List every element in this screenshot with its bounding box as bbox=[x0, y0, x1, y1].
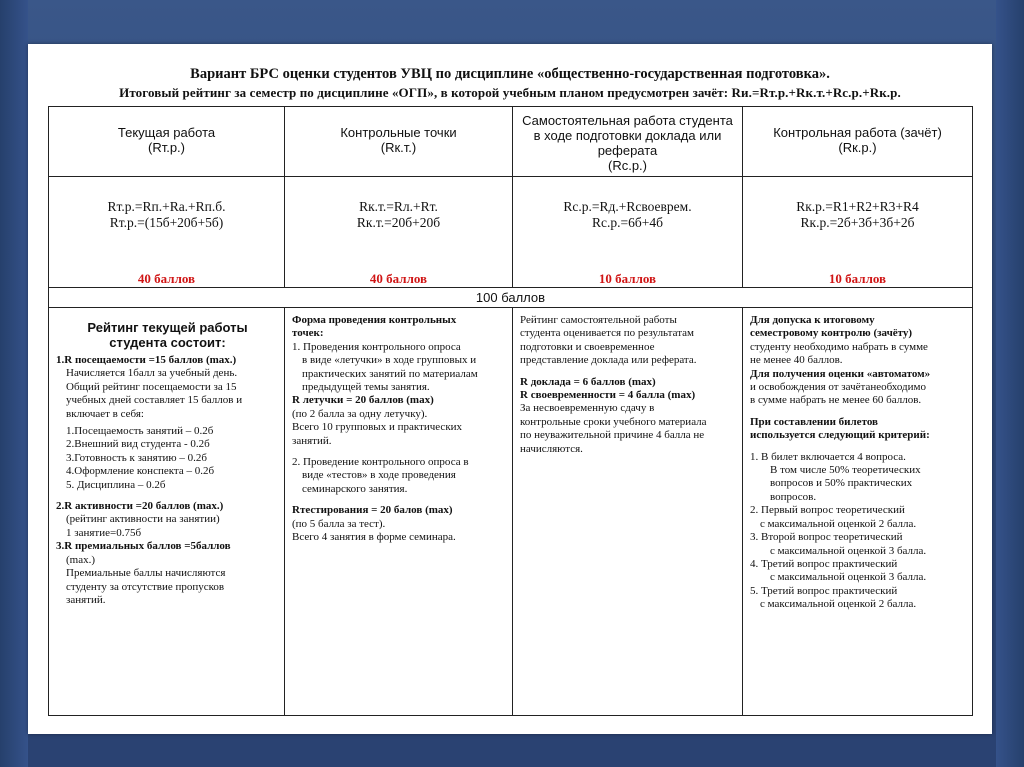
document-subtitle: Итоговый рейтинг за семестр по дисциплине «ОГП», в которой учебным планом предусмотрен зачёт: Rи.=Rт.р.+Rк.т.+Rс.р.+Rк.р. bbox=[119, 85, 901, 100]
text-line: представление доклада или реферата. bbox=[520, 354, 697, 367]
list-item: 1.Посещаемость занятий – 0.2б bbox=[66, 425, 214, 438]
text-line: 1. Проведения контрольного опроса bbox=[292, 340, 461, 353]
text-line: семинарского занятия. bbox=[302, 482, 408, 495]
text-line: 2. Проведение контрольного опроса в bbox=[292, 456, 469, 469]
list-item: 3. Второй вопрос теоретический bbox=[750, 531, 903, 544]
formula-line: Rк.р.=2б+3б+3б+2б bbox=[800, 215, 915, 230]
formula-line: Rк.р.=R1+R2+R3+R4 bbox=[796, 199, 919, 214]
formula-line: Rс.р.=6б+4б bbox=[592, 215, 663, 230]
rule-report: R доклада = 6 баллов (max) bbox=[520, 375, 656, 388]
section-title-line: Рейтинг текущей работы bbox=[87, 320, 248, 335]
text-line: студенту за отсутствие пропусков bbox=[66, 580, 225, 593]
rule-attendance: 1.R посещаемости =15 баллов (max.) bbox=[56, 354, 237, 366]
text-line: (по 2 балла за одну летучку). bbox=[292, 407, 428, 420]
text-line: включает в себя: bbox=[66, 407, 144, 420]
rule-admission: Для допуска к итоговому bbox=[750, 314, 875, 326]
text-line: Всего 4 занятия в форме семинара. bbox=[292, 531, 456, 544]
header-title: Контрольная работа (зачёт) bbox=[773, 125, 942, 140]
text-line: виде «тестов» в ходе проведения bbox=[302, 469, 456, 482]
text-line: Всего 10 групповых и практических bbox=[292, 421, 463, 434]
slide-background-right bbox=[996, 0, 1024, 767]
text-line: в виде «летучки» в ходе групповых и bbox=[302, 354, 477, 367]
text-line: в сумме набрать не менее 60 баллов. bbox=[750, 394, 922, 407]
text-line: вопросов. bbox=[770, 490, 817, 503]
text-line: Начисляется 1балл за учебный день. bbox=[66, 367, 238, 380]
list-item: 3.Готовность к занятию – 0.2б bbox=[66, 451, 207, 464]
text-line: с максимальной оценкой 3 балла. bbox=[770, 544, 927, 557]
formula-line: Rк.т.=20б+20б bbox=[356, 215, 441, 230]
formula-line: Rт.р.=Rп.+Rа.+Rп.б. bbox=[107, 199, 226, 214]
rule-tickets: При составлении билетов bbox=[750, 415, 878, 428]
header-title-line: в ходе подготовки доклада или bbox=[533, 128, 722, 143]
text-line: предыдущей темы занятия. bbox=[302, 381, 430, 394]
rule-auto-grade: Для получения оценки «автоматом» bbox=[750, 367, 931, 380]
text-line: с максимальной оценкой 2 балла. bbox=[760, 598, 917, 611]
header-code: (Rс.р.) bbox=[608, 158, 647, 173]
test-work-details bbox=[743, 308, 973, 716]
header-code: (Rк.т.) bbox=[380, 140, 417, 155]
formula-row bbox=[49, 177, 973, 288]
rule-testing: Rтестирования = 20 балов (max) bbox=[292, 504, 453, 517]
text-line: и освобождения от зачётанеобходимо bbox=[750, 381, 926, 394]
text-line: За несвоевременную сдачу в bbox=[520, 402, 655, 415]
total-row bbox=[49, 288, 973, 308]
text-line: по неуважительной причине 4 балла не bbox=[520, 429, 705, 442]
rule-bonus: 3.R премиальных баллов =5баллов bbox=[56, 540, 231, 553]
control-points-details bbox=[285, 308, 513, 716]
text-line: Рейтинг самостоятельной работы bbox=[520, 314, 677, 326]
rule-tickets: используется следующий критерий: bbox=[750, 429, 930, 442]
section-title-line: студента состоит: bbox=[109, 335, 226, 350]
rule-quiz: R летучки = 20 баллов (max) bbox=[292, 394, 434, 407]
rule-admission: семестровому контролю (зачёту) bbox=[750, 327, 913, 340]
list-item: 5. Дисциплина – 0.2б bbox=[66, 478, 166, 491]
text-line: с максимальной оценкой 2 балла. bbox=[760, 517, 917, 530]
formula-line: Rт.р.=(15б+20б+5б) bbox=[109, 215, 224, 230]
header-title-line: Самостоятельная работа студента bbox=[522, 113, 733, 128]
text-line: занятий. bbox=[66, 593, 106, 606]
header-title: Контрольные точки bbox=[340, 125, 457, 140]
formula-line: Rс.р.=Rд.+Rсвоеврем. bbox=[563, 199, 692, 214]
text-line: с максимальной оценкой 3 балла. bbox=[770, 571, 927, 584]
text-line: Премиальные баллы начисляются bbox=[66, 567, 226, 580]
text-line: контрольные сроки учебного материала bbox=[520, 415, 707, 428]
rule-activity: 2.R активности =20 баллов (max.) bbox=[56, 500, 224, 513]
header-current-work bbox=[49, 107, 285, 177]
text-line: не менее 40 баллов. bbox=[750, 354, 843, 367]
self-work-details bbox=[513, 308, 743, 716]
text-line: занятий. bbox=[292, 434, 332, 447]
header-control-points bbox=[285, 107, 513, 177]
total-points: 100 баллов bbox=[49, 288, 973, 308]
slide-background-left bbox=[0, 0, 28, 767]
points-label: 40 баллов bbox=[369, 271, 428, 286]
document-page bbox=[28, 44, 992, 734]
table-header-row bbox=[49, 107, 973, 177]
points-label: 10 баллов bbox=[828, 271, 887, 286]
formula-line: Rк.т.=Rл.+Rт. bbox=[359, 199, 438, 214]
rule-timeliness: R своевременности = 4 балла (max) bbox=[520, 389, 696, 402]
text-line: 1 занятие=0.75б bbox=[66, 526, 142, 539]
points-label: 10 баллов bbox=[598, 271, 657, 286]
header-test-work bbox=[743, 107, 973, 177]
header-self-work bbox=[513, 107, 743, 177]
text-line: практических занятий по материалам bbox=[302, 367, 478, 380]
text-line: начисляются. bbox=[520, 442, 583, 455]
text-line: В том числе 50% теоретических bbox=[770, 464, 921, 477]
formula-cell bbox=[743, 177, 973, 288]
document-title: Вариант БРС оценки студентов УВЦ по дисциплине «общественно-государственная подготовка». bbox=[190, 66, 830, 82]
header-title: Текущая работа bbox=[117, 125, 216, 140]
list-item: 4.Оформление конспекта – 0.2б bbox=[66, 465, 215, 478]
header-title-line: реферата bbox=[597, 143, 658, 158]
text-line: студенту необходимо набрать в сумме bbox=[750, 340, 928, 353]
header-code: (Rк.р.) bbox=[838, 140, 877, 155]
text-line: студента оценивается по результатам bbox=[520, 327, 694, 340]
section-title-line: Форма проведения контрольных bbox=[292, 314, 457, 326]
formula-cell bbox=[285, 177, 513, 288]
text-line: (по 5 балла за тест). bbox=[292, 517, 386, 530]
list-item: 5. Третий вопрос практический bbox=[750, 584, 898, 597]
list-item: 4. Третий вопрос практический bbox=[750, 557, 898, 570]
text-line: Общий рейтинг посещаемости за 15 bbox=[66, 380, 237, 393]
text-line: (рейтинг активности на занятии) bbox=[66, 513, 220, 526]
text-line: (max.) bbox=[66, 553, 96, 566]
text-line: вопросов и 50% практических bbox=[770, 477, 913, 490]
details-row bbox=[49, 308, 973, 716]
points-label: 40 баллов bbox=[137, 271, 196, 286]
current-work-details bbox=[49, 308, 285, 716]
list-item: 1. В билет включается 4 вопроса. bbox=[750, 450, 906, 463]
text-line: подготовки и своевременное bbox=[520, 340, 655, 353]
formula-cell bbox=[49, 177, 285, 288]
section-title bbox=[56, 320, 279, 350]
list-item: 2. Первый вопрос теоретический bbox=[750, 504, 905, 517]
text-line: учебных дней составляет 15 баллов и bbox=[66, 394, 243, 407]
rating-table bbox=[48, 106, 973, 716]
header-code: (Rт.р.) bbox=[147, 140, 185, 155]
formula-cell bbox=[513, 177, 743, 288]
list-item: 2.Внешний вид студента - 0.2б bbox=[66, 438, 210, 451]
section-title-line: точек: bbox=[292, 327, 324, 340]
